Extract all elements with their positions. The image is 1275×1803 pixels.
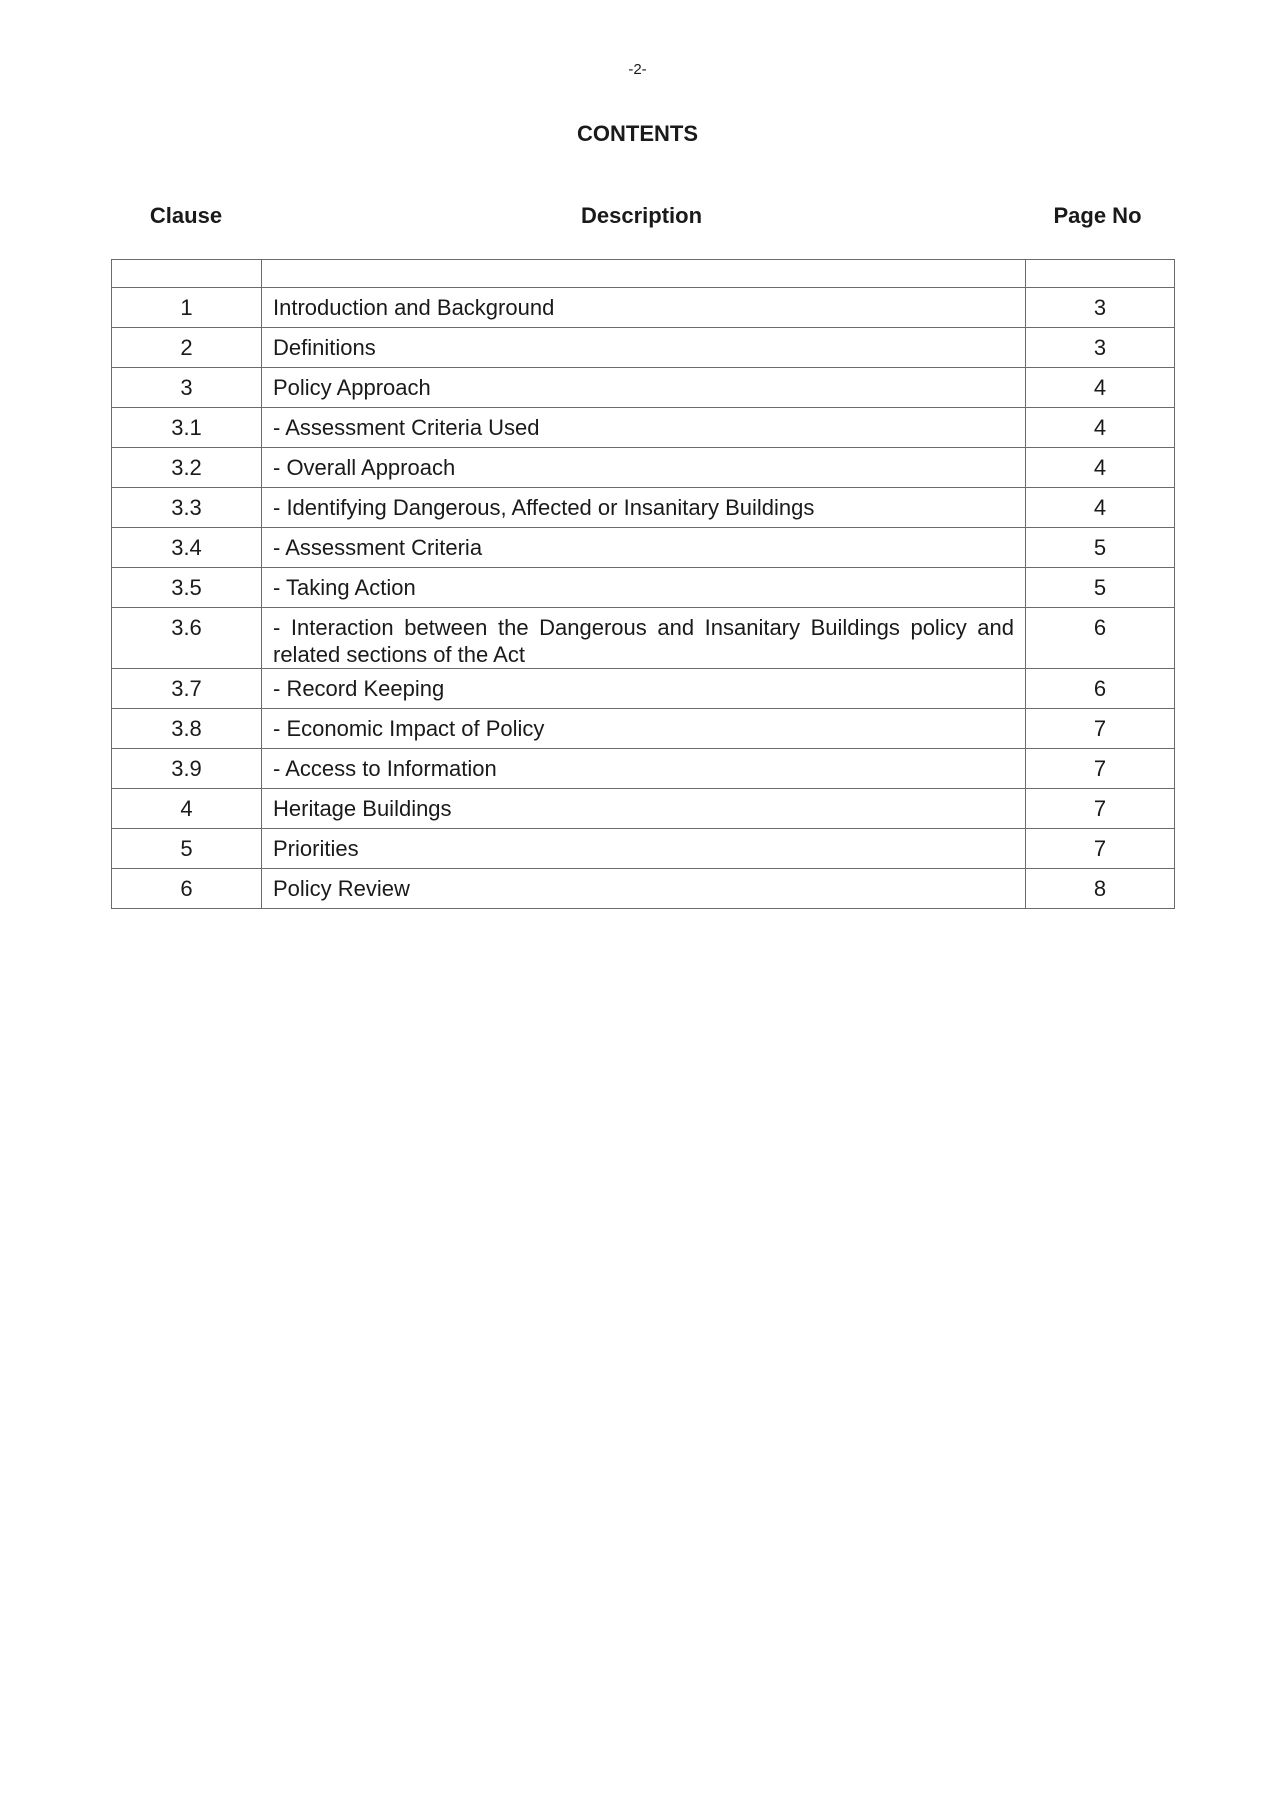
contents-table [111,259,1175,909]
table-row [112,408,1175,448]
description-cell: Policy Approach [262,368,1026,408]
clause-cell: 3 [112,368,262,408]
page-title: CONTENTS [577,121,698,146]
table-row [112,328,1175,368]
page-number-cell: 5 [1026,568,1175,608]
column-headers [0,203,1275,233]
page-number: -2- [628,61,647,78]
clause-cell: 3.6 [112,608,262,669]
clause-cell: 1 [112,288,262,328]
table-row [112,448,1175,488]
clause-cell: 3.2 [112,448,262,488]
page-number-cell: 3 [1026,328,1175,368]
table-row [112,669,1175,709]
column-header-description: Description [580,203,703,228]
page-number-cell: 4 [1026,368,1175,408]
description-cell: Priorities [262,829,1026,869]
page-number-cell: 7 [1026,709,1175,749]
page-number-cell: 6 [1026,608,1175,669]
clause-cell: 4 [112,789,262,829]
table-row [112,528,1175,568]
description-cell: - Identifying Dangerous, Affected or Insanitary Buildings [262,488,1026,528]
page-number-cell: 3 [1026,288,1175,328]
table-cell-empty [112,260,262,288]
page-number-cell: 4 [1026,448,1175,488]
table-row [112,368,1175,408]
page-number-cell: 5 [1026,528,1175,568]
table-row [112,709,1175,749]
table-row [112,488,1175,528]
column-header-clause: Clause [149,203,223,228]
description-cell: - Interaction between the Dangerous and Insanitary Buildings policy and related sections of the Act [262,608,1026,669]
description-cell: Heritage Buildings [262,789,1026,829]
table-row [112,608,1175,669]
table-cell-empty [262,260,1026,288]
table-row [112,288,1175,328]
table-row [112,869,1175,909]
page-number-cell: 4 [1026,488,1175,528]
description-cell: - Access to Information [262,749,1026,789]
table-row-blank [112,260,1175,288]
page-number-cell: 8 [1026,869,1175,909]
clause-cell: 3.4 [112,528,262,568]
clause-cell: 3.9 [112,749,262,789]
page-number-cell: 6 [1026,669,1175,709]
description-cell: - Taking Action [262,568,1026,608]
clause-cell: 3.7 [112,669,262,709]
description-cell: Introduction and Background [262,288,1026,328]
clause-cell: 5 [112,829,262,869]
page-number-cell: 7 [1026,749,1175,789]
column-header-page-no: Page No [1053,203,1142,228]
page-number-cell: 4 [1026,408,1175,448]
clause-cell: 6 [112,869,262,909]
description-cell: - Assessment Criteria [262,528,1026,568]
table-row [112,789,1175,829]
description-cell: - Assessment Criteria Used [262,408,1026,448]
clause-cell: 3.8 [112,709,262,749]
table-cell-empty [1026,260,1175,288]
table-row [112,829,1175,869]
table-row [112,749,1175,789]
description-cell: Policy Review [262,869,1026,909]
table-row [112,568,1175,608]
clause-cell: 2 [112,328,262,368]
clause-cell: 3.3 [112,488,262,528]
page-number-cell: 7 [1026,829,1175,869]
description-cell: - Overall Approach [262,448,1026,488]
clause-cell: 3.5 [112,568,262,608]
clause-cell: 3.1 [112,408,262,448]
page-number-cell: 7 [1026,789,1175,829]
description-cell: Definitions [262,328,1026,368]
description-cell: - Record Keeping [262,669,1026,709]
description-cell: - Economic Impact of Policy [262,709,1026,749]
